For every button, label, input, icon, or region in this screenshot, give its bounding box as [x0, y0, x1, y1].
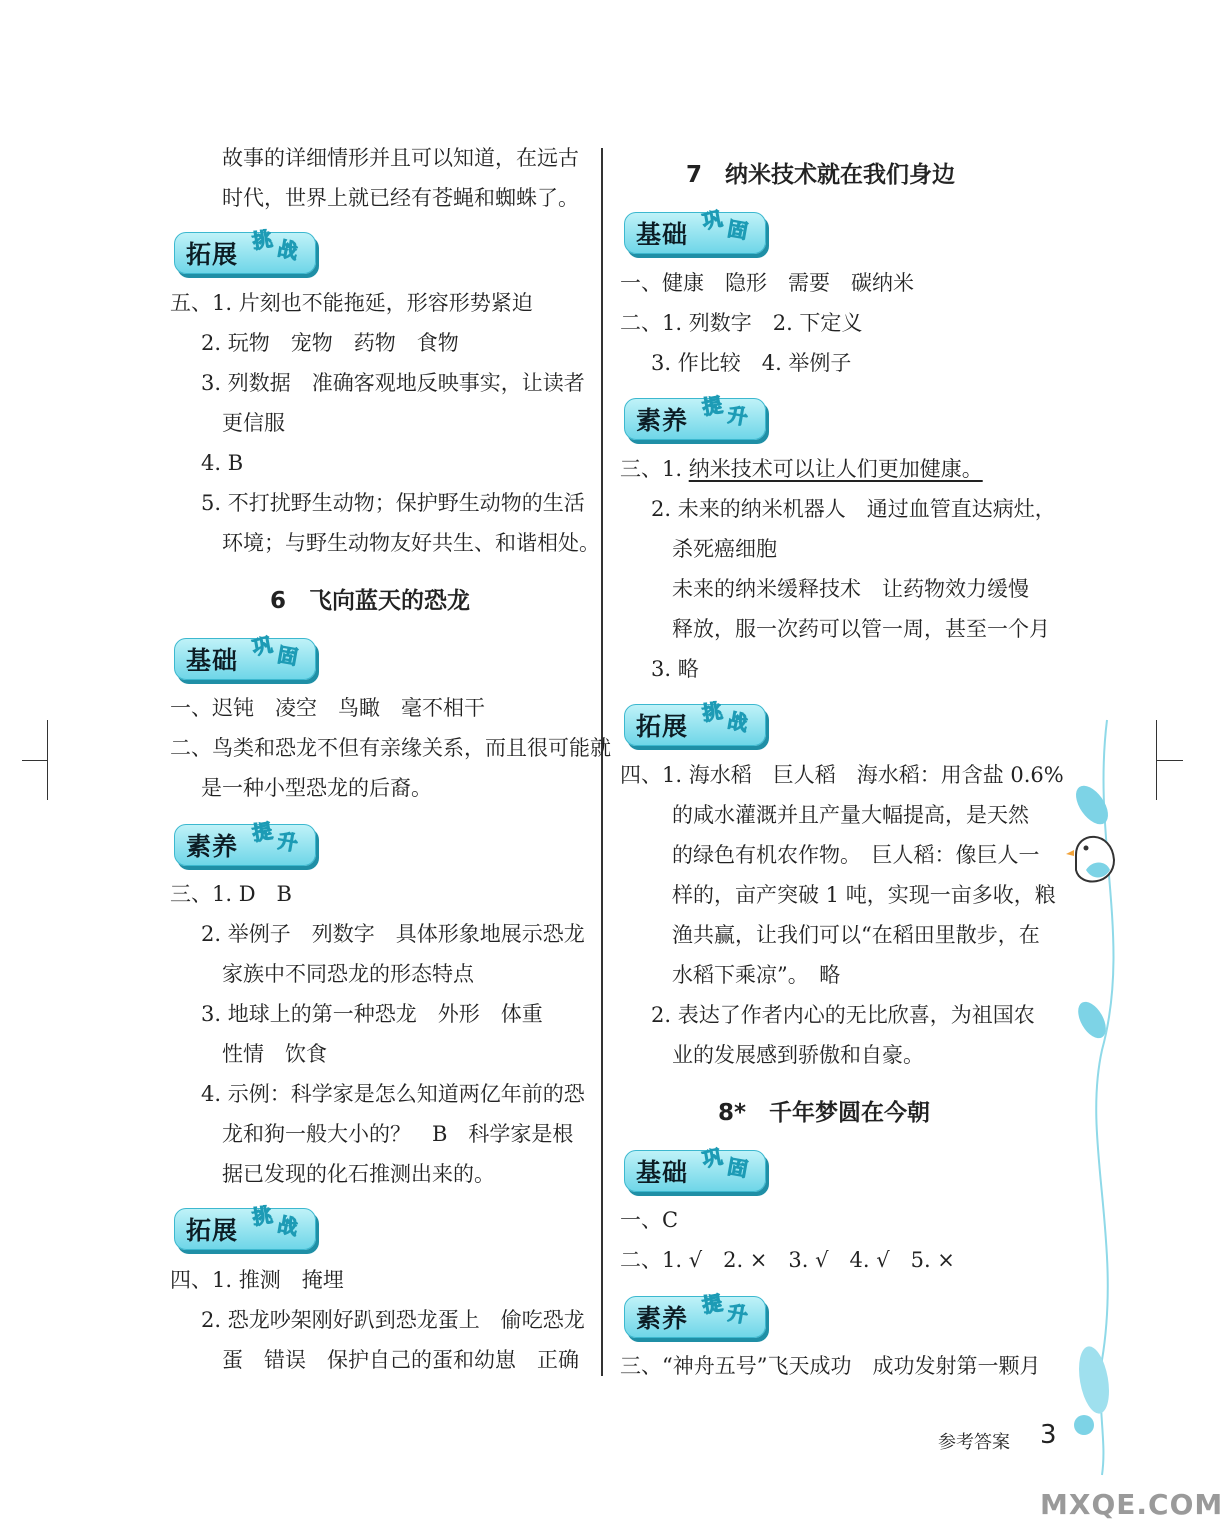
answer-line: 二、鸟类和恐龙不但有亲缘关系，而且很可能就: [170, 736, 611, 760]
answer-line: 一、迟钝 凌空 鸟瞰 毫不相干: [170, 696, 485, 720]
crop-mark-right-v: [1156, 720, 1157, 800]
crop-mark-left-h: [22, 760, 48, 761]
answer-line: 3. 略: [651, 657, 699, 681]
answer-line: 时代，世界上就已经有苍蝇和蜘蛛了。: [222, 186, 579, 210]
answer-line: 3. 作比较 4. 举例子: [651, 351, 852, 375]
answer-line: 故事的详细情形并且可以知道，在远古: [222, 146, 579, 170]
lesson-title-6: 6 飞向蓝天的恐龙: [270, 588, 471, 614]
answer-line: 是一种小型恐龙的后裔。: [201, 776, 432, 800]
answer-line: 家族中不同恐龙的形态特点: [222, 962, 474, 986]
answer-line: 龙和狗一般大小的？ B 科学家是根: [222, 1122, 574, 1146]
lesson-title-8: 8* 千年梦圆在今朝: [718, 1100, 931, 1126]
answer-line: 3. 列数据 准确客观地反映事实，让读者: [201, 371, 585, 395]
vine-bird-decoration-icon: [1062, 720, 1152, 1480]
answer-line: 的绿色有机农作物。 巨人稻：像巨人一: [672, 843, 1040, 867]
answer-line: 2. 举例子 列数字 具体形象地展示恐龙: [201, 922, 585, 946]
footer-label: 参考答案: [938, 1432, 1010, 1453]
answer-line: 蛋 错误 保护自己的蛋和幼崽 正确: [222, 1348, 579, 1372]
answer-line: 更信服: [222, 411, 285, 435]
watermark: MXQE.COM: [1040, 1488, 1223, 1521]
answer-line: 4. 示例：科学家是怎么知道两亿年前的恐: [201, 1082, 585, 1106]
answer-line: 据已发现的化石推测出来的。: [222, 1162, 495, 1186]
answer-line: 样的，亩产突破 1 吨，实现一亩多收，粮: [672, 883, 1056, 907]
answer-line: 二、1. 列数字 2. 下定义: [620, 311, 863, 335]
answer-line: 2. 未来的纳米机器人 通过血管直达病灶，: [651, 497, 1056, 521]
answer-line: 环境；与野生动物友好共生、和谐相处。: [222, 531, 600, 555]
tuozhan-badge: 拓展 挑 战: [174, 1200, 319, 1252]
answer-line: 三、1. 纳米技术可以让人们更加健康。: [620, 457, 983, 481]
crop-mark-left-v: [47, 720, 48, 800]
suyang-badge: 素养 提 升: [624, 1288, 769, 1340]
answer-line: 的咸水灌溉并且产量大幅提高，是天然: [672, 803, 1029, 827]
answer-line: 渔共赢，让我们可以“在稻田里散步，在: [672, 923, 1040, 947]
jichu-badge: 基础 巩 固: [624, 1142, 769, 1194]
answer-line: 释放，服一次药可以管一周，甚至一个月: [672, 617, 1050, 641]
tuozhan-badge: 拓展 挑 战: [174, 224, 319, 276]
answer-line: 性情 饮食: [222, 1042, 327, 1066]
page-number: 3: [1040, 1420, 1057, 1450]
answer-line: 5. 不打扰野生动物；保护野生动物的生活: [201, 491, 585, 515]
answer-line: 水稻下乘凉”。 略: [672, 963, 841, 987]
answer-line: 2. 表达了作者内心的无比欣喜，为祖国农: [651, 1003, 1035, 1027]
answer-line: 二、1. √ 2. × 3. √ 4. √ 5. ×: [620, 1248, 955, 1272]
crop-mark-right-h: [1157, 760, 1183, 761]
suyang-badge: 素养 提 升: [174, 816, 319, 868]
suyang-badge: 素养 提 升: [624, 390, 769, 442]
answer-line: 2. 玩物 宠物 药物 食物: [201, 331, 459, 355]
answer-line: 4. B: [201, 451, 244, 475]
jichu-badge: 基础 巩 固: [624, 204, 769, 256]
answer-line: 未来的纳米缓释技术 让药物效力缓慢: [672, 577, 1029, 601]
answer-line: 业的发展感到骄傲和自豪。: [672, 1043, 924, 1067]
tuozhan-badge: 拓展 挑 战: [624, 696, 769, 748]
answer-line: 一、C: [620, 1208, 679, 1232]
answer-line: 2. 恐龙吵架刚好趴到恐龙蛋上 偷吃恐龙: [201, 1308, 585, 1332]
answer-line: 三、“神舟五号”飞天成功 成功发射第一颗月: [620, 1354, 1041, 1378]
answer-line: 杀死癌细胞: [672, 537, 777, 561]
answer-line: 3. 地球上的第一种恐龙 外形 体重: [201, 1002, 543, 1026]
lesson-title-7: 7 纳米技术就在我们身边: [686, 162, 956, 188]
underlined-answer: 纳米技术可以让人们更加健康。: [688, 457, 983, 481]
answer-line: 四、1. 海水稻 巨人稻 海水稻：用含盐 0.6%: [620, 763, 1064, 787]
answer-line: 五、1. 片刻也不能拖延，形容形势紧迫: [170, 291, 533, 315]
answer-line: 四、1. 推测 掩埋: [170, 1268, 344, 1292]
answer-line: 一、健康 隐形 需要 碳纳米: [620, 271, 914, 295]
answer-line: 三、1. D B: [170, 882, 292, 906]
jichu-badge: 基础 巩 固: [174, 630, 319, 682]
